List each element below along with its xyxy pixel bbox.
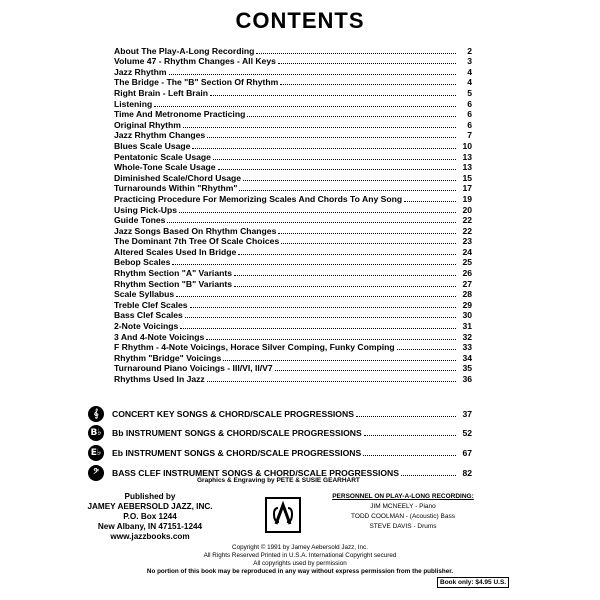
toc-entry-page: 36	[462, 374, 472, 384]
toc-entry	[114, 352, 472, 363]
song-sections	[88, 404, 472, 483]
dot-leader	[185, 317, 456, 318]
toc-entry-title: Jazz Rhythm	[114, 66, 167, 77]
toc-entry	[114, 278, 472, 289]
toc-entry-title: Practicing Procedure For Memorizing Scales And Chords To Any Song	[114, 193, 403, 204]
dot-leader	[218, 169, 456, 170]
toc-entry	[114, 119, 472, 130]
toc-entry	[114, 151, 472, 162]
toc-entry-title: Scale Syllabus	[114, 289, 175, 300]
toc-entry-page: 4	[467, 77, 472, 88]
dot-leader	[281, 243, 456, 244]
dot-leader	[234, 275, 456, 276]
toc-entry-page: 3	[467, 56, 472, 67]
toc-entry-title: Bass Clef Scales	[114, 310, 183, 321]
toc-entry-page: 5	[467, 87, 472, 98]
publisher-line: www.jazzbooks.com	[110, 532, 190, 541]
toc-entry-title: Turnarounds Within "Rhythm"	[114, 183, 238, 194]
section-title: Bb INSTRUMENT SONGS & CHORD/SCALE PROGRESSIONS	[112, 428, 362, 439]
toc-entry-title: Rhythm "Bridge" Voicings	[114, 352, 222, 363]
toc-entry-page: 22	[462, 215, 472, 226]
toc-entry	[114, 363, 472, 374]
dot-leader	[213, 159, 456, 160]
dot-leader	[207, 137, 456, 138]
toc-entry-title: Diminished Scale/Chord Usage	[114, 172, 242, 183]
toc-entry	[114, 193, 472, 204]
legal-notice	[0, 544, 600, 576]
price-box: Book only: $4.95 U.S.	[437, 577, 509, 588]
toc-entry	[114, 299, 472, 310]
toc-entry-page: 22	[462, 225, 472, 236]
credits-line: Graphics & Engraving by PETE & SUSIE GEARHART	[197, 477, 360, 484]
toc-entry-title: Volume 47 - Rhythm Changes - All Keys	[114, 56, 276, 67]
personnel-line: TODD COOLMAN - (Acoustic) Bass	[351, 513, 455, 520]
dot-leader	[239, 190, 456, 191]
toc-entry	[114, 98, 472, 109]
toc-entry-page: 10	[462, 140, 472, 151]
toc-entry	[114, 204, 472, 215]
toc-entry-title: Pentatonic Scale Usage	[114, 151, 211, 162]
dot-leader	[172, 264, 456, 265]
toc-entry-title: Jazz Songs Based On Rhythm Changes	[114, 225, 277, 236]
toc-entry	[114, 66, 472, 77]
toc-entry-page: 34	[462, 352, 472, 363]
dot-leader	[180, 328, 456, 329]
dot-leader	[169, 74, 456, 75]
publisher-line: JAMEY AEBERSOLD JAZZ, INC.	[87, 502, 213, 511]
page-title: CONTENTS	[235, 8, 365, 33]
toc-entry-page: 13	[462, 151, 472, 162]
dot-leader	[207, 381, 456, 382]
publisher-line: New Albany, IN 47151-1244	[97, 522, 203, 531]
toc-entry-title: F Rhythm - 4-Note Voicings, Horace Silver Comping, Funky Comping	[114, 342, 395, 353]
toc-entry-page: 33	[462, 342, 472, 353]
copyright-line: Copyright © 1991 by Jamey Aebersold Jazz, Inc.	[232, 544, 368, 551]
dot-leader	[223, 360, 456, 361]
dot-leader	[206, 339, 456, 340]
toc-entry	[114, 183, 472, 194]
section-title: BASS CLEF INSTRUMENT SONGS & CHORD/SCALE PROGRESSIONS	[112, 467, 399, 478]
dot-leader	[364, 435, 456, 436]
toc-entry-title: Guide Tones	[114, 215, 166, 226]
dot-leader	[183, 127, 456, 128]
toc-entry-page: 20	[462, 204, 472, 215]
section-entry	[88, 424, 472, 443]
toc-entry-title: The Bridge - The "B" Section Of Rhythm	[114, 77, 279, 88]
toc-entry-title: Rhythm Section "B" Variants	[114, 278, 232, 289]
toc-entry-page: 19	[462, 193, 472, 204]
toc-entry	[114, 373, 472, 384]
toc-entry	[114, 257, 472, 268]
toc-entry-page: 29	[462, 299, 472, 310]
section-page: 37	[462, 408, 472, 419]
toc-entry-title: 3 And 4-Note Voicings	[114, 331, 205, 342]
toc-entry	[114, 215, 472, 226]
toc-entry-page: 15	[462, 172, 472, 183]
toc-entry-title: Blues Scale Usage	[114, 140, 191, 151]
dot-leader	[190, 307, 456, 308]
section-entry	[88, 444, 472, 463]
toc-entry-page: 27	[462, 278, 472, 289]
toc-entry-title: Bebop Scales	[114, 257, 171, 268]
publisher-line: Published by	[124, 492, 176, 501]
toc-entry-title: About The Play-A-Long Recording	[114, 45, 255, 56]
toc-entry	[114, 56, 472, 67]
toc-entry-title: The Dominant 7th Tree Of Scale Choices	[114, 236, 280, 247]
dot-leader	[356, 416, 456, 417]
toc-entry-page: 35	[462, 363, 472, 374]
toc-entry-title: Jazz Rhythm Changes	[114, 130, 206, 141]
toc-entry-page: 2	[467, 45, 472, 56]
rights-line: All Rights Reserved Printed in U.S.A. International Copyright secured	[203, 552, 397, 559]
toc-entry-title: Original Rhythm	[114, 119, 181, 130]
toc-entry-title: 2-Note Voicings	[114, 321, 179, 332]
eb-icon: E♭	[88, 445, 104, 461]
dot-leader	[179, 212, 456, 213]
toc-entry-title: Using Pick-Ups	[114, 204, 178, 215]
toc-entry-title: Right Brain - Left Brain	[114, 87, 209, 98]
dot-leader	[238, 254, 456, 255]
toc-entry-page: 6	[467, 98, 472, 109]
dot-leader	[397, 349, 456, 350]
toc-entry-page: 28	[462, 289, 472, 300]
dot-leader	[401, 475, 456, 476]
toc-entry	[114, 109, 472, 120]
toc-entry	[114, 236, 472, 247]
toc-entry	[114, 225, 472, 236]
bb-icon: B♭	[88, 425, 104, 441]
toc-entry-page: 26	[462, 268, 472, 279]
toc-entry-page: 24	[462, 246, 472, 257]
toc-entry	[114, 331, 472, 342]
bass-clef-icon: 𝄢	[88, 465, 104, 481]
dot-leader	[280, 84, 456, 85]
publisher-line: P.O. Box 1244	[123, 512, 177, 521]
toc-entry-title: Time And Metronome Practicing	[114, 109, 246, 120]
toc-entry-title: Turnaround Piano Voicings - III/VI, II/V7	[114, 363, 273, 374]
toc-entry-page: 32	[462, 331, 472, 342]
dot-leader	[256, 53, 456, 54]
dot-leader	[234, 286, 456, 287]
toc-entry-title: Rhythm Section "A" Variants	[114, 268, 232, 279]
toc-entry	[114, 289, 472, 300]
section-title: CONCERT KEY SONGS & CHORD/SCALE PROGRESSIONS	[112, 408, 354, 419]
dot-leader	[154, 106, 456, 107]
toc-entry	[114, 172, 472, 183]
toc-entry-page: 6	[467, 119, 472, 130]
toc-entry-title: Rhythms Used In Jazz	[114, 374, 205, 384]
treble-clef-icon: 𝄞	[88, 406, 104, 422]
logo-mark-icon	[268, 500, 298, 530]
toc-entry	[114, 267, 472, 278]
personnel-heading: PERSONNEL ON PLAY-A-LONG RECORDING:	[332, 493, 474, 500]
toc-entry	[114, 162, 472, 173]
section-entry	[88, 404, 472, 423]
dot-leader	[192, 148, 456, 149]
toc-entry-page: 31	[462, 321, 472, 332]
section-page: 67	[462, 448, 472, 459]
toc-entry	[114, 130, 472, 141]
personnel-line: JIM MCNEELY - Piano	[370, 503, 436, 510]
toc-entry-title: Listening	[114, 98, 153, 109]
toc-entry-title: Whole-Tone Scale Usage	[114, 162, 216, 173]
toc-entry-page: 25	[462, 257, 472, 268]
dot-leader	[275, 370, 456, 371]
personnel-block	[318, 492, 488, 532]
dot-leader	[247, 116, 456, 117]
toc-entry	[114, 342, 472, 353]
dot-leader	[363, 455, 456, 456]
dot-leader	[243, 180, 456, 181]
section-page: 82	[462, 467, 472, 478]
toc-entry-title: Treble Clef Scales	[114, 299, 188, 310]
toc-entry	[114, 45, 472, 56]
toc-entry	[114, 320, 472, 331]
dot-leader	[210, 95, 456, 96]
toc-entry-page: 13	[462, 162, 472, 173]
toc-entry-page: 4	[467, 66, 472, 77]
dot-leader	[176, 296, 456, 297]
toc-entry	[114, 140, 472, 151]
toc-entry-page: 7	[467, 130, 472, 141]
toc-entry-page: 30	[462, 310, 472, 321]
toc-entry-page: 23	[462, 236, 472, 247]
toc-entry-page: 6	[467, 109, 472, 120]
dot-leader	[278, 63, 456, 64]
permission-line: All copyrights used by permission	[253, 560, 347, 567]
dot-leader	[167, 222, 456, 223]
dot-leader	[404, 201, 456, 202]
section-title: Eb INSTRUMENT SONGS & CHORD/SCALE PROGRESSIONS	[112, 448, 362, 459]
publisher-logo	[265, 497, 301, 533]
toc-entry	[114, 87, 472, 98]
reproduction-notice: No portion of this book may be reproduced in any way without express permission from the publisher.	[146, 568, 454, 575]
dot-leader	[278, 233, 456, 234]
toc-entry	[114, 77, 472, 88]
toc-entry-title: Altered Scales Used In Bridge	[114, 246, 237, 257]
personnel-line: STEVE DAVIS - Drums	[369, 523, 437, 530]
publisher-block	[80, 492, 220, 542]
toc-entry-page: 17	[462, 183, 472, 194]
toc-entry	[114, 246, 472, 257]
table-of-contents	[114, 45, 472, 384]
section-page: 52	[462, 428, 472, 439]
toc-entry	[114, 310, 472, 321]
